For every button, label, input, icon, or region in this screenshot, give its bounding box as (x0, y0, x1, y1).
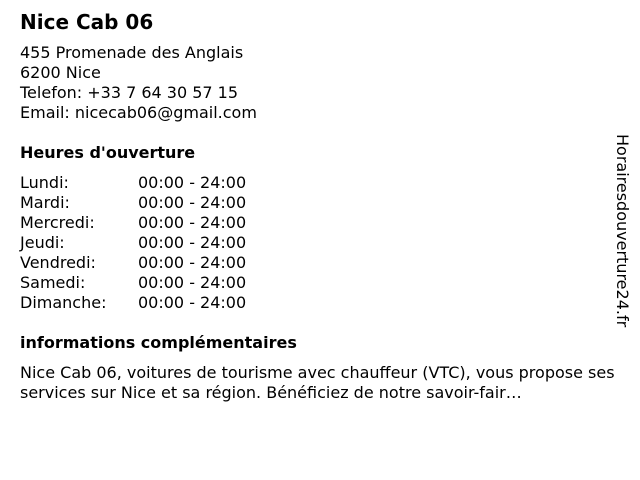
hours-title: Heures d'ouverture (20, 143, 196, 162)
hours-time: 00:00 - 24:00 (138, 173, 247, 192)
phone-line: Telefon: +33 7 64 30 57 15 (20, 83, 239, 102)
hours-time: 00:00 - 24:00 (138, 233, 247, 252)
hours-day: Dimanche: (20, 293, 107, 312)
hours-day: Jeudi: (20, 233, 65, 252)
hours-time: 00:00 - 24:00 (138, 193, 247, 212)
hours-day: Lundi: (20, 173, 69, 192)
hours-day: Mardi: (20, 193, 70, 212)
business-name: Nice Cab 06 (20, 10, 154, 34)
hours-time: 00:00 - 24:00 (138, 213, 247, 232)
hours-row (20, 213, 620, 233)
info-text: Nice Cab 06, voitures de tourisme avec chauffeur (VTC), vous propose ses services sur Nice et sa région. Bénéficiez de notre savoir-fair… (20, 363, 615, 402)
site-watermark: Horairesdouverture24.fr (613, 134, 632, 328)
hours-day: Samedi: (20, 273, 86, 292)
business-card (20, 10, 620, 403)
hours-row (20, 293, 620, 313)
hours-time: 00:00 - 24:00 (138, 273, 247, 292)
hours-row (20, 253, 620, 273)
hours-row (20, 233, 620, 253)
hours-day: Mercredi: (20, 213, 95, 232)
hours-row (20, 193, 620, 213)
address-line-1: 455 Promenade des Anglais (20, 43, 244, 62)
hours-time: 00:00 - 24:00 (138, 253, 247, 272)
hours-row (20, 173, 620, 193)
address-line-2: 6200 Nice (20, 63, 101, 82)
hours-row (20, 273, 620, 293)
info-title: informations complémentaires (20, 333, 297, 352)
hours-day: Vendredi: (20, 253, 96, 272)
hours-table (20, 173, 620, 313)
hours-time: 00:00 - 24:00 (138, 293, 247, 312)
email-line: Email: nicecab06@gmail.com (20, 103, 257, 122)
